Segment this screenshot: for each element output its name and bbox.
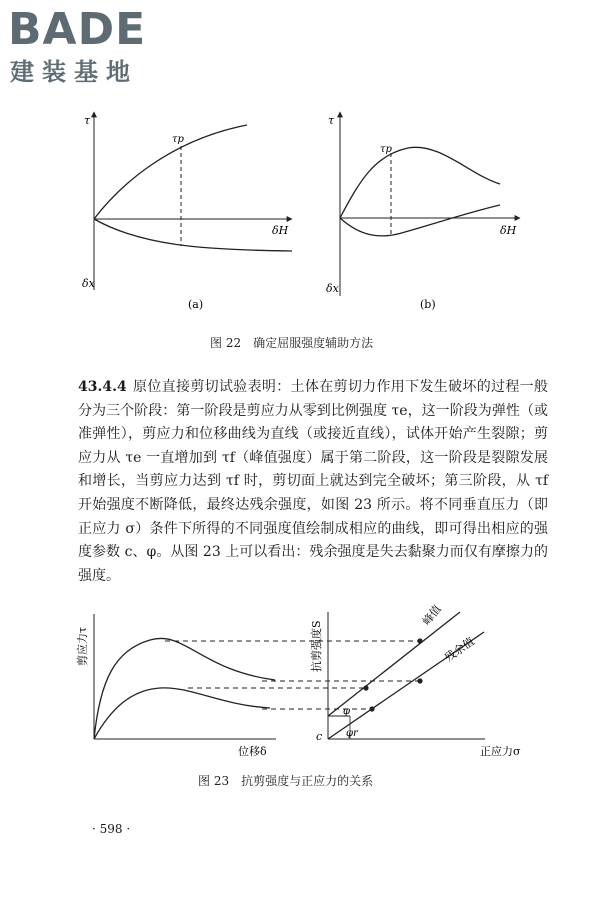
- fig23-peak-label: 峰值: [420, 602, 444, 628]
- section-43-4-4: [78, 376, 548, 588]
- fig23-peak-line: [328, 612, 460, 716]
- panel-a-neg-y-label: δx: [82, 277, 95, 290]
- fig23-right-x-label: 正应力σ: [480, 745, 521, 758]
- fig23-peak-point-2: [417, 638, 422, 643]
- page-number: · 598 ·: [92, 822, 131, 836]
- fig23-phi-label: φ: [343, 706, 351, 717]
- panel-b-x-label: δH: [500, 224, 517, 237]
- panel-b-peak-label: τp: [380, 144, 392, 155]
- fig23-left-y-label: 剪应力τ: [76, 626, 89, 666]
- figure-23: [75, 602, 521, 758]
- panel-b-tag: (b): [420, 298, 436, 311]
- section-body: 原位直接剪切试验表明：土体在剪切力作用下发生破坏的过程一般分为三个阶段：第一阶段是剪应力从零到比例强度 τe，这一阶段为弹性（或准弹性），剪应力和位移曲线为直线（或接近直线），试体开始产生裂隙；剪应力从 τe 一直增加到 τf（峰值强度）属于第二阶段，这一阶段是裂隙发展和增长，当剪应力达到 τf 时，剪切面上就达到完全破坏；第三阶段，从 τf 开始强度不断降低，最终达残余强度，如图 23 所示。将不同垂直压力（即正应力 σ）条件下所得的不同强度值绘制成相应的曲线，即可得出相应的强度参数 c、φ。从图 23 上可以看出：残余强度是失去黏聚力而仅有摩擦力的强度。: [78, 379, 548, 584]
- panel-a-tag: (a): [188, 298, 204, 311]
- panel-a-peak-label: τp: [172, 134, 184, 145]
- panel-a-upper-curve: [94, 125, 247, 219]
- fig23-right-y-label: 抗剪强度S: [310, 620, 323, 672]
- logo-subtitle: 建装基地: [10, 58, 138, 86]
- panel-b-lower-curve: [340, 205, 500, 236]
- fig23-peak-point-1: [363, 685, 368, 690]
- figure-22-panel-a: [82, 112, 292, 311]
- fig23-c-label: c: [316, 730, 323, 743]
- figure-22-panel-b: [326, 112, 520, 311]
- panel-a-y-label: τ: [84, 114, 91, 127]
- figure-22-caption: 图 22 确定屈服强度辅助方法: [210, 336, 374, 350]
- fig23-peak-curve: [94, 638, 275, 739]
- fig23-residual-label: 残余值: [442, 634, 477, 665]
- fig23-residual-curve: [94, 688, 270, 739]
- section-paragraph: [78, 376, 548, 588]
- fig23-phi-r-label: φr: [346, 728, 358, 739]
- panel-a-x-label: δH: [272, 224, 289, 237]
- fig23-residual-point-2: [417, 678, 422, 683]
- panel-b-upper-curve: [340, 147, 500, 218]
- panel-b-neg-y-label: δx: [326, 282, 339, 295]
- panel-a-lower-curve: [94, 219, 292, 251]
- fig23-residual-point-1: [369, 706, 374, 711]
- panel-b-y-label: τ: [328, 114, 335, 127]
- section-number: 43.4.4: [78, 379, 127, 395]
- fig23-left-x-label: 位移δ: [238, 745, 267, 758]
- figure-23-caption: 图 23 抗剪强度与正应力的关系: [198, 774, 374, 788]
- logo-wordmark: BADE: [8, 4, 147, 55]
